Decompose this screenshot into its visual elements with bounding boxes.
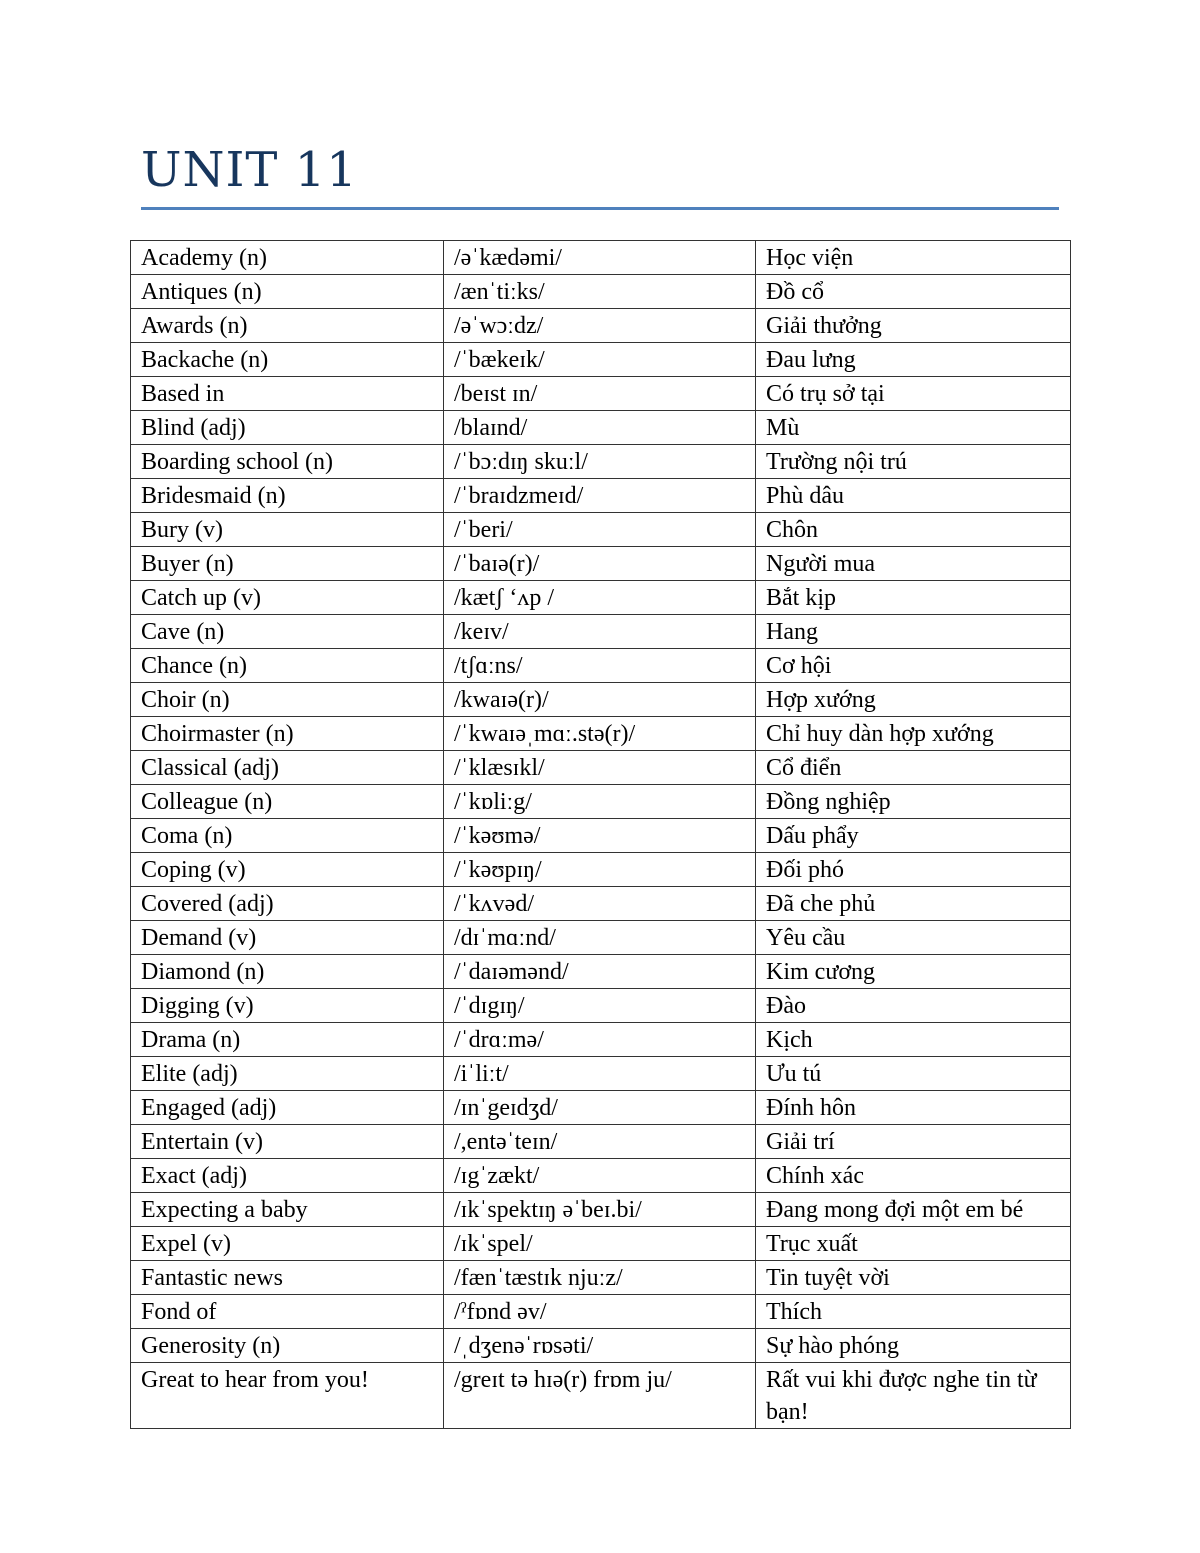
word-cell: Antiques (n) [131,275,444,309]
pronunciation-cell: /ɪkˈspektɪŋ əˈbeɪ.bi/ [444,1193,756,1227]
table-row [131,853,1071,887]
pronunciation-cell: /dɪˈmɑːnd/ [444,921,756,955]
word-cell: Colleague (n) [131,785,444,819]
word-cell: Exact (adj) [131,1159,444,1193]
pronunciation-cell: /ænˈtiːks/ [444,275,756,309]
meaning-cell: Chôn [756,513,1071,547]
word-cell: Expel (v) [131,1227,444,1261]
table-row [131,275,1071,309]
word-cell: Expecting a baby [131,1193,444,1227]
table-row [131,411,1071,445]
pronunciation-cell: /ˈbækeɪk/ [444,343,756,377]
table-row [131,1227,1071,1261]
table-row [131,309,1071,343]
table-row [131,921,1071,955]
pronunciation-cell: /ˈberi/ [444,513,756,547]
meaning-cell: Học viện [756,241,1071,275]
table-row [131,445,1071,479]
table-row [131,819,1071,853]
pronunciation-cell: /əˈwɔːdz/ [444,309,756,343]
word-cell: Bury (v) [131,513,444,547]
meaning-cell: Tin tuyệt vời [756,1261,1071,1295]
pronunciation-cell: /əˈkædəmi/ [444,241,756,275]
table-row [131,887,1071,921]
meaning-cell: Rất vui khi được nghe tin từ bạn! [756,1363,1071,1429]
pronunciation-cell: /,entəˈteɪn/ [444,1125,756,1159]
pronunciation-cell: /kwaɪə(r)/ [444,683,756,717]
word-cell: Diamond (n) [131,955,444,989]
word-cell: Backache (n) [131,343,444,377]
meaning-cell: Sự hào phóng [756,1329,1071,1363]
meaning-cell: Trục xuất [756,1227,1071,1261]
meaning-cell: Cổ điển [756,751,1071,785]
table-row [131,241,1071,275]
meaning-cell: Giải trí [756,1125,1071,1159]
table-row [131,547,1071,581]
word-cell: Blind (adj) [131,411,444,445]
word-cell: Fond of [131,1295,444,1329]
meaning-cell: Phù dâu [756,479,1071,513]
word-cell: Great to hear from you! [131,1363,444,1429]
pronunciation-cell: /ɪnˈgeɪdʒd/ [444,1091,756,1125]
pronunciation-cell: /ˈkɒliːg/ [444,785,756,819]
pronunciation-cell: /ˈkʌvəd/ [444,887,756,921]
title-underline [141,207,1059,210]
meaning-cell: Đào [756,989,1071,1023]
table-row [131,1193,1071,1227]
word-cell: Digging (v) [131,989,444,1023]
vocabulary-table [130,240,1071,1429]
pronunciation-cell: /ˈklæsɪkl/ [444,751,756,785]
pronunciation-cell: /kætʃ ‘ʌp / [444,581,756,615]
meaning-cell: Đối phó [756,853,1071,887]
page-title: UNIT 11 [141,142,358,198]
pronunciation-cell: /ˈkəʊpɪŋ/ [444,853,756,887]
table-row [131,513,1071,547]
table-row [131,1091,1071,1125]
pronunciation-cell: /greɪt tə hɪə(r) frɒm ju/ [444,1363,756,1429]
word-cell: Demand (v) [131,921,444,955]
pronunciation-cell: /ˈbraɪdzmeɪd/ [444,479,756,513]
table-row [131,343,1071,377]
word-cell: Choirmaster (n) [131,717,444,751]
meaning-cell: Mù [756,411,1071,445]
meaning-cell: Hang [756,615,1071,649]
pronunciation-cell: /keɪv/ [444,615,756,649]
word-cell: Bridesmaid (n) [131,479,444,513]
table-row [131,1023,1071,1057]
meaning-cell: Giải thưởng [756,309,1071,343]
meaning-cell: Trường nội trú [756,445,1071,479]
word-cell: Chance (n) [131,649,444,683]
meaning-cell: Đồng nghiệp [756,785,1071,819]
pronunciation-cell: /ˈkəʊmə/ [444,819,756,853]
meaning-cell: Chỉ huy dàn hợp xướng [756,717,1071,751]
word-cell: Boarding school (n) [131,445,444,479]
pronunciation-cell: /fænˈtæstɪk njuːz/ [444,1261,756,1295]
table-row [131,479,1071,513]
word-cell: Entertain (v) [131,1125,444,1159]
table-row [131,1125,1071,1159]
word-cell: Covered (adj) [131,887,444,921]
word-cell: Cave (n) [131,615,444,649]
word-cell: Drama (n) [131,1023,444,1057]
word-cell: Engaged (adj) [131,1091,444,1125]
meaning-cell: Bắt kịp [756,581,1071,615]
word-cell: Coma (n) [131,819,444,853]
meaning-cell: Đính hôn [756,1091,1071,1125]
pronunciation-cell: /ˈbaɪə(r)/ [444,547,756,581]
table-row [131,751,1071,785]
table-row [131,785,1071,819]
pronunciation-cell: /ˈdɪgɪŋ/ [444,989,756,1023]
word-cell: Awards (n) [131,309,444,343]
pronunciation-cell: /ˌdʒenəˈrɒsəti/ [444,1329,756,1363]
pronunciation-cell: /ˈbɔːdɪŋ skuːl/ [444,445,756,479]
meaning-cell: Đau lưng [756,343,1071,377]
table-row [131,649,1071,683]
pronunciation-cell: /tʃɑːns/ [444,649,756,683]
word-cell: Based in [131,377,444,411]
word-cell: Choir (n) [131,683,444,717]
pronunciation-cell: /iˈliːt/ [444,1057,756,1091]
table-row [131,1363,1071,1429]
meaning-cell: Có trụ sở tại [756,377,1071,411]
meaning-cell: Chính xác [756,1159,1071,1193]
table-row [131,717,1071,751]
word-cell: Catch up (v) [131,581,444,615]
word-cell: Fantastic news [131,1261,444,1295]
table-row [131,1057,1071,1091]
meaning-cell: Hợp xướng [756,683,1071,717]
table-row [131,1329,1071,1363]
pronunciation-cell: /blaɪnd/ [444,411,756,445]
pronunciation-cell: /ɪkˈspel/ [444,1227,756,1261]
meaning-cell: Đã che phủ [756,887,1071,921]
table-row [131,615,1071,649]
table-row [131,377,1071,411]
word-cell: Generosity (n) [131,1329,444,1363]
pronunciation-cell: /beɪst ɪn/ [444,377,756,411]
meaning-cell: Yêu cầu [756,921,1071,955]
meaning-cell: Cơ hội [756,649,1071,683]
table-row [131,1261,1071,1295]
word-cell: Elite (adj) [131,1057,444,1091]
table-row [131,1159,1071,1193]
pronunciation-cell: /ˈdaɪəmənd/ [444,955,756,989]
meaning-cell: Ưu tú [756,1057,1071,1091]
word-cell: Classical (adj) [131,751,444,785]
meaning-cell: Đồ cổ [756,275,1071,309]
pronunciation-cell: /ɪgˈzækt/ [444,1159,756,1193]
word-cell: Coping (v) [131,853,444,887]
meaning-cell: Đang mong đợi một em bé [756,1193,1071,1227]
table-row [131,955,1071,989]
meaning-cell: Dấu phẩy [756,819,1071,853]
word-cell: Academy (n) [131,241,444,275]
pronunciation-cell: /ˀfɒnd əv/ [444,1295,756,1329]
meaning-cell: Thích [756,1295,1071,1329]
table-row [131,1295,1071,1329]
word-cell: Buyer (n) [131,547,444,581]
meaning-cell: Người mua [756,547,1071,581]
meaning-cell: Kim cương [756,955,1071,989]
table-row [131,989,1071,1023]
pronunciation-cell: /ˈkwaɪəˌmɑː.stə(r)/ [444,717,756,751]
table-row [131,683,1071,717]
meaning-cell: Kịch [756,1023,1071,1057]
table-row [131,581,1071,615]
pronunciation-cell: /ˈdrɑːmə/ [444,1023,756,1057]
